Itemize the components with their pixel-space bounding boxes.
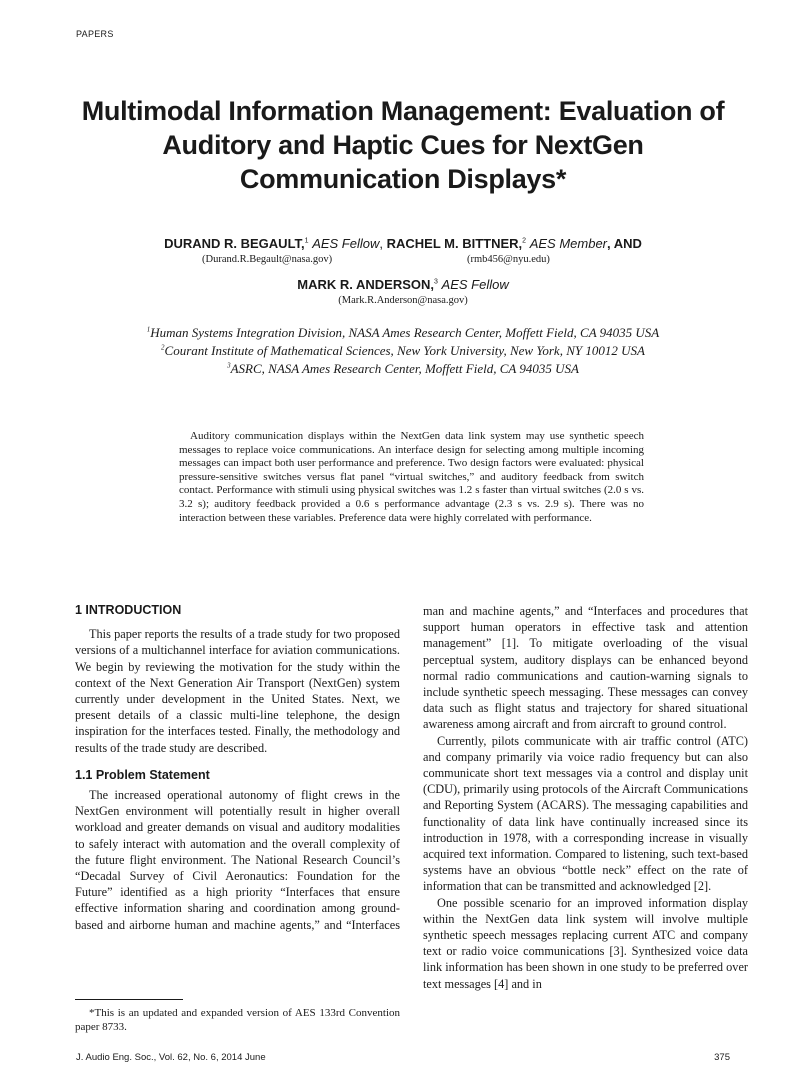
title-line: Auditory and Haptic Cues for NextGen bbox=[162, 130, 644, 160]
affiliation-line bbox=[40, 324, 766, 342]
abstract-text: Auditory communication displays within the NextGen data link system may use synthetic speech messages to replace voice communications. An interface design for selecting among multiple incoming messages can impact both user performance and preference. Two design factors were evaluated: physical pressure-sensitive switches versus flat panel “virtual switches,” and auditory feedback from switch contact. Performance with stimuli using physical switches was 1.2 s faster than virtual switches (2.0 s vs. 3.2 s); auditory feedback provided a 0.6 s performance advantage (2.3 s vs. 2.9 s). There was no interaction between these variables. Preference data were highly correlated with performance. bbox=[179, 430, 644, 524]
paper-title bbox=[40, 94, 766, 196]
affiliation-marker: 1 bbox=[304, 237, 309, 245]
affiliation-text: Human Systems Integration Division, NASA Ames Research Center, Moffett Field, CA 94035 USA bbox=[150, 325, 660, 340]
author-conjunction: , AND bbox=[607, 236, 642, 251]
author-name: MARK R. ANDERSON, bbox=[297, 277, 434, 292]
paragraph: This paper reports the results of a trade study for two proposed versions of a multichannel interface for aviation communications. We begin by reviewing the motivation for the study within the context of the Next Generation Air Transport (NextGen) system currently under development in the United States. Next, we present details of a classic multi-line telephone, the design inspiration for the interfaces tested. Finally, the methodology and results of the trade study are described. bbox=[75, 627, 400, 755]
footer-journal-citation: J. Audio Eng. Soc., Vol. 62, No. 6, 2014 June bbox=[76, 1052, 266, 1063]
author-line-1 bbox=[40, 236, 766, 251]
paragraph-continued: The increased operational autonomy of flight crews in the NextGen environment will potentially result in higher overall workload and greater demands on visual and auditory modalities to safely interact with automation and the overall complexity of the future flight environment. The National Research Council’s “Decadal Survey of Civil Aeronautics: Foundation for the Future” identified as a high priority “Interfaces that ensure effective information sharing and coordination among ground-based and airborne human and machine agents,” and “Interfaces bbox=[75, 788, 400, 932]
author-role: AES Fellow bbox=[441, 277, 509, 292]
paragraph-continuation: man and machine agents,” and “Interfaces and procedures that support human operators in effective task and attention management” [1]. To mitigate overloading of the visual perceptual system, auditory displays can be enhanced beyond normal radio communications and caution-warning signals to include synthetic speech messaging. These messages can convey data such as flight status and trajectory for shared situational awareness among aircraft and from aircraft to ground control. bbox=[423, 604, 748, 732]
subsection-heading: 1.1 Problem Statement bbox=[75, 767, 210, 782]
affiliation-marker: 3 bbox=[434, 278, 438, 286]
affiliation-line bbox=[40, 342, 766, 360]
footnote bbox=[75, 1006, 400, 1034]
author-name: RACHEL M. BITTNER, bbox=[386, 236, 523, 251]
page-number: 375 bbox=[714, 1052, 730, 1063]
author-email: (Mark.R.Anderson@nasa.gov) bbox=[338, 295, 468, 306]
author-email: (rmb456@nyu.edu) bbox=[467, 254, 550, 265]
footnote-rule bbox=[75, 999, 183, 1000]
running-header: PAPERS bbox=[76, 29, 114, 39]
paragraph: Currently, pilots communicate with air traffic control (ATC) and company primarily via voice radio frequency but can also communicate short text messages via a control and display unit (CDU), primarily using protocols of the Aircraft Communications and Reporting System (ACARS). The messaging capabilities and functionality of data link have continually increased since its introduction in 1978, with a corresponding increase in visually acquired text information. Compared to listening, such text-based systems have an obvious “bottle neck” effect on the rate of information that can be transmitted and acknowledged [2]. bbox=[423, 733, 748, 894]
affiliation-marker: 3 bbox=[227, 361, 231, 370]
left-column bbox=[75, 603, 400, 933]
author-line-2 bbox=[40, 277, 766, 292]
paragraph: One possible scenario for an improved information display within the NextGen data link system will involve multiple synthetic speech messages replacing current ATC and company text or radio voice communications [3]. Synthesized voice data link information has been shown in one study to be preferred over text messages [4] and in bbox=[423, 895, 748, 991]
affiliation-marker: 2 bbox=[161, 343, 165, 352]
affiliation-marker: 1 bbox=[146, 325, 151, 334]
author-separator: , bbox=[379, 236, 387, 251]
affiliations bbox=[40, 324, 766, 378]
author-email: (Durand.R.Begault@nasa.gov) bbox=[202, 254, 333, 265]
affiliation-text: ASRC, NASA Ames Research Center, Moffett Field, CA 94035 USA bbox=[230, 361, 579, 376]
right-column bbox=[423, 603, 748, 992]
author-role: AES Member bbox=[529, 236, 608, 251]
section-heading: 1 INTRODUCTION bbox=[75, 603, 182, 617]
abstract bbox=[179, 430, 644, 525]
author-role: AES Fellow bbox=[312, 236, 380, 251]
affiliation-marker: 2 bbox=[522, 237, 527, 245]
author-name: DURAND R. BEGAULT, bbox=[164, 236, 305, 251]
title-line: Multimodal Information Management: Evaluation of bbox=[81, 96, 725, 126]
affiliation-line bbox=[40, 360, 766, 378]
title-line: Communication Displays* bbox=[239, 164, 567, 194]
footnote-text: *This is an updated and expanded version of AES 133rd Convention paper 8733. bbox=[75, 1007, 400, 1033]
affiliation-text: Courant Institute of Mathematical Sciences, New York University, New York, NY 10012 USA bbox=[164, 343, 645, 358]
